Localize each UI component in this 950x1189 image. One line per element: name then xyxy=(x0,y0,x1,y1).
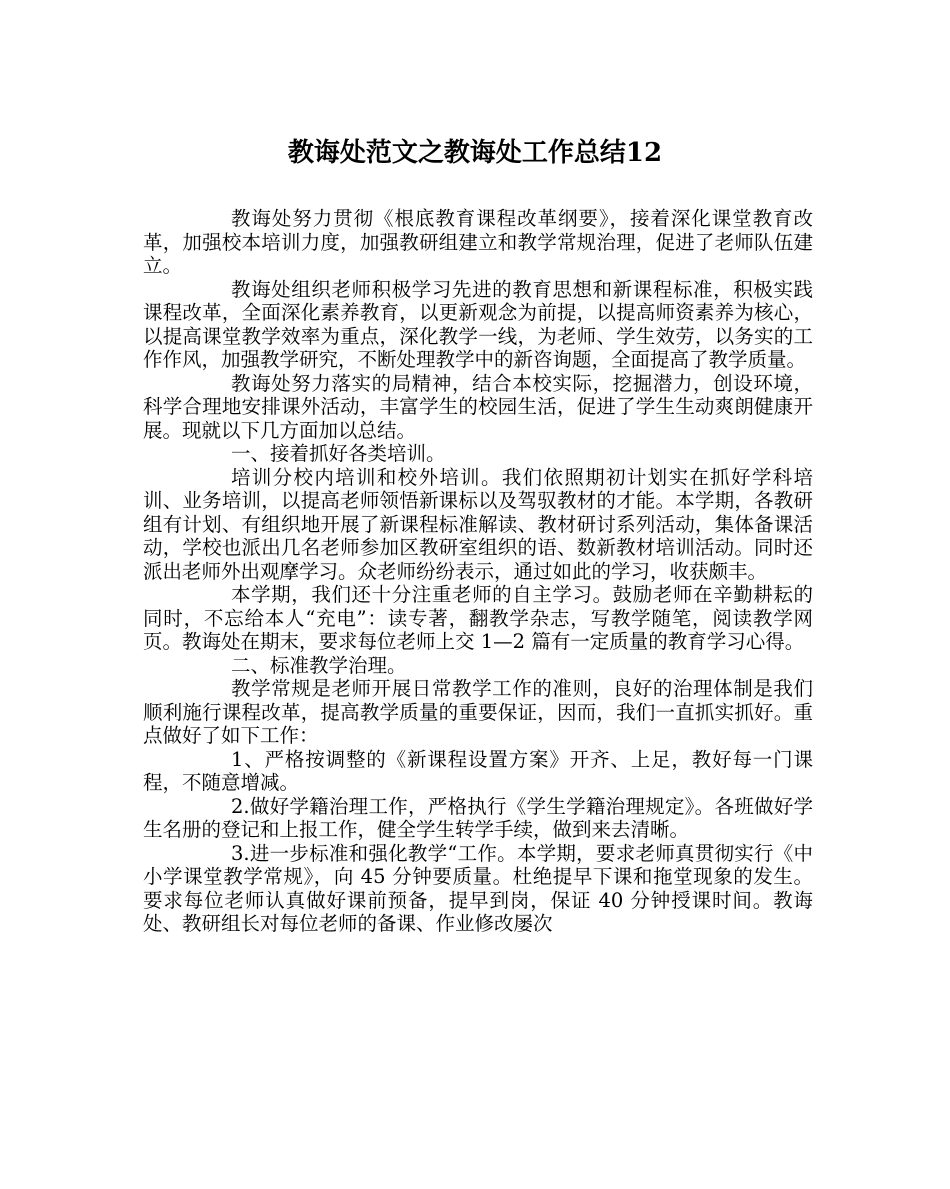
paragraph: 培训分校内培训和校外培训。我们依照期初计划实在抓好学科培训、业务培训，以提高老师领悟新课标以及驾驭教材的才能。本学期，各教研组有计划、有组织地开展了新课程标准解读、教材研讨系列活动，集体备课活动，学校也派出几名老师参加区教研室组织的语、数新教材培训活动。同时还派出老师外出观摩学习。众老师纷纷表示，通过如此的学习，收获颇丰。 xyxy=(143,465,813,583)
paragraph: 教诲处组织老师积极学习先进的教育思想和新课程标准，积极实践课程改革，全面深化素养教育，以更新观念为前提，以提高师资素养为核心，以提高课堂教学效率为重点，深化教学一线，为老师、学生效劳，以务实的工作作风，加强教学研究，不断处理教学中的新咨询题，全面提高了教学质量。 xyxy=(143,277,813,371)
paragraph: 本学期，我们还十分注重老师的自主学习。鼓励老师在辛勤耕耘的同时，不忘给本人“充电”：读专著，翻教学杂志，写教学随笔，阅读教学网页。教诲处在期末，要求每位老师上交 1—2 篇有一定质量的教育学习心得。 xyxy=(143,583,813,653)
document-title: 教诲处范文之教诲处工作总结12 xyxy=(287,138,663,168)
section-heading: 二、标准教学治理。 xyxy=(231,653,407,677)
list-item: 2.做好学籍治理工作，严格执行《学生学籍治理规定》。各班做好学生名册的登记和上报工作，健全学生转学手续，做到来去清晰。 xyxy=(143,794,813,841)
list-item: 1、严格按调整的《新课程设置方案》开齐、上足，教好每一门课程，不随意增减。 xyxy=(143,747,813,794)
section-heading: 一、接着抓好各类培训。 xyxy=(231,442,446,465)
document-body xyxy=(143,207,813,936)
paragraph: 教诲处努力落实的局精神，结合本校实际，挖掘潜力，创设环境，科学合理地安排课外活动，丰富学生的校园生活，促进了学生生动爽朗健康开展。现就以下几方面加以总结。 xyxy=(143,371,813,442)
paragraph: 教诲处努力贯彻《根底教育课程改革纲要》，接着深化课堂教育改革，加强校本培训力度，加强教研组建立和教学常规治理，促进了老师队伍建立。 xyxy=(143,207,813,277)
paragraph: 教学常规是老师开展日常教学工作的准则，良好的治理体制是我们顺利施行课程改革，提高教学质量的重要保证，因而，我们一直抓实抓好。重点做好了如下工作： xyxy=(143,677,813,747)
list-item: 3.进一步标准和强化教学“工作。本学期，要求老师真贯彻实行《中小学课堂教学常规》，向 45 分钟要质量。杜绝提早下课和拖堂现象的发生。要求每位老师认真做好课前预备，提早到岗，保证 40 分钟授课时间。教诲处、教研组长对每位老师的备课、作业修改屡次 xyxy=(143,841,813,935)
